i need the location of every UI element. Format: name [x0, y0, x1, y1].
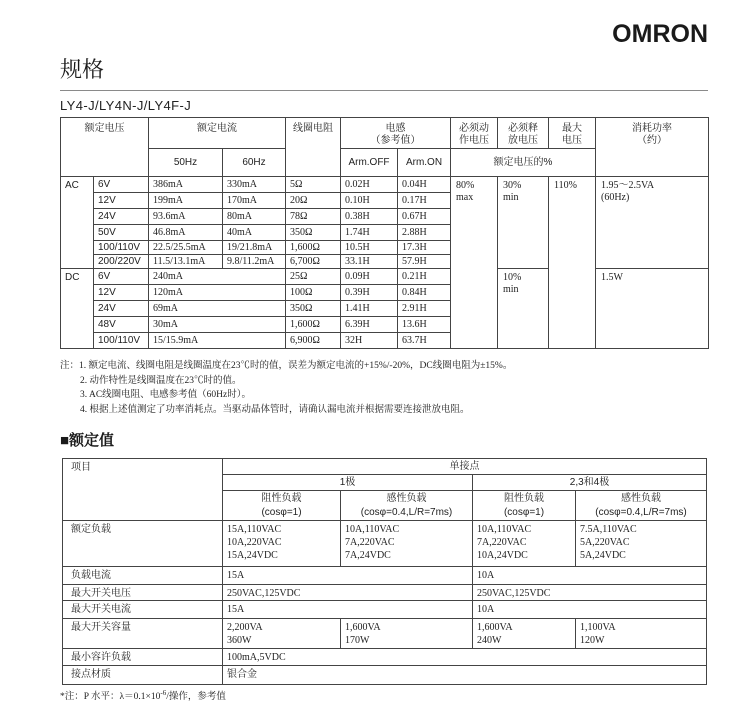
cell-inductance-off: 1.41H	[341, 301, 398, 317]
cell-inductance-off: 1.74H	[341, 225, 398, 241]
cell-inductance-on: 0.21H	[398, 269, 451, 285]
footnote-prefix: *注：P 水平：λ＝0.1×10	[60, 692, 161, 702]
cell-value	[341, 521, 473, 567]
cell-inductance-on: 2.88H	[398, 225, 451, 241]
header-line: 必须动	[459, 123, 489, 134]
cell-value	[223, 619, 341, 649]
header-arm-on: Arm.ON	[398, 149, 451, 177]
cell-inductance-off: 10.5H	[341, 241, 398, 255]
header-inductance	[341, 118, 451, 149]
row-label: 最小容许负载	[63, 649, 223, 666]
note-line: 3. AC线圈电阻、电感参考值（60Hz时）。	[80, 390, 252, 400]
cell-current-50hz: 386mA	[149, 177, 223, 193]
value-line: 120W	[580, 635, 605, 646]
cell-inductance-off: 0.39H	[341, 285, 398, 301]
cell-value	[341, 619, 473, 649]
cell-current: 69mA	[149, 301, 286, 317]
cell-value: 250VAC,125VDC	[223, 585, 473, 601]
cell-value: 15A	[223, 601, 473, 619]
cell-current-50hz: 22.5/25.5mA	[149, 241, 223, 255]
header-percent-of-rated: 额定电压的%	[451, 149, 596, 177]
cell-voltage: 100/110V	[94, 241, 149, 255]
cell-inductance-on: 0.67H	[398, 209, 451, 225]
cell-must-release-ac	[498, 177, 549, 269]
cell-value: 250VAC,125VDC	[473, 585, 707, 601]
note-line: 2. 动作特性是线圈温度在23℃时的值。	[80, 375, 242, 386]
table-row	[63, 521, 707, 567]
header-line: (cosφ=0.4,L/R=7ms)	[360, 506, 453, 518]
cell-inductance-off: 0.02H	[341, 177, 398, 193]
value-line: 5A,24VDC	[580, 550, 626, 561]
value-line: 1,600VA	[345, 622, 381, 633]
value-line: 1.95～2.5VA	[601, 180, 655, 191]
header-line: 阻性负载	[261, 492, 302, 504]
value-line: min	[503, 284, 519, 295]
value-line: 10A,110VAC	[345, 524, 400, 535]
cell-current: 15/15.9mA	[149, 333, 286, 349]
header-60hz: 60Hz	[223, 149, 286, 177]
row-label: 负载电流	[63, 567, 223, 585]
omron-logo: OMRON	[612, 20, 708, 48]
header-2-3-4-pole: 2,3和4极	[473, 475, 707, 491]
header-line: (cosφ=0.4,L/R=7ms)	[595, 506, 687, 518]
header-line: 最大	[562, 123, 582, 134]
cell-current-60hz: 330mA	[223, 177, 286, 193]
header-line: 消耗功率	[632, 123, 672, 134]
row-label: 最大开关容量	[63, 619, 223, 649]
header-coil-resistance: 线圈电阻	[286, 118, 341, 177]
value-line: 30%	[503, 180, 522, 191]
value-line: (60Hz)	[601, 192, 630, 203]
cell-current-60hz: 9.8/11.2mA	[223, 255, 286, 269]
cell-value	[576, 619, 707, 649]
title-divider	[60, 90, 708, 91]
header-inductance-line: 电感	[385, 123, 406, 134]
row-label: 额定负载	[63, 521, 223, 567]
header-max-voltage	[549, 118, 596, 149]
cell-inductance-off: 33.1H	[341, 255, 398, 269]
cell-must-release-dc	[498, 269, 549, 349]
header-item: 项目	[63, 459, 223, 521]
header-row	[61, 118, 709, 149]
header-inductive-load	[576, 491, 707, 521]
table-row	[61, 269, 709, 285]
note-line	[60, 359, 512, 374]
cell-current: 30mA	[149, 317, 286, 333]
value-line: 10A,220VAC	[227, 537, 282, 548]
value-line: 10%	[503, 272, 522, 283]
value-line: 7A,24VDC	[345, 550, 391, 561]
footnote-suffix: /操作，参考值	[166, 692, 226, 702]
value-line: 2,200VA	[227, 622, 263, 633]
cell-coil-resistance: 78Ω	[286, 209, 341, 225]
cell-coil-resistance: 350Ω	[286, 301, 341, 317]
cell-inductance-on: 17.3H	[398, 241, 451, 255]
value-line: min	[503, 192, 519, 203]
value-line: 110%	[554, 180, 577, 191]
cell-coil-resistance: 100Ω	[286, 285, 341, 301]
value-line: 10A,24VDC	[477, 550, 528, 561]
header-row	[63, 459, 707, 475]
cell-voltage: 100/110V	[94, 333, 149, 349]
cell-inductance-off: 0.09H	[341, 269, 398, 285]
cell-value	[223, 521, 341, 567]
cell-value: 银合金	[223, 666, 707, 685]
header-rated-voltage: 额定电压	[61, 118, 149, 177]
cell-value: 100mA,5VDC	[223, 649, 707, 666]
cell-current-60hz: 80mA	[223, 209, 286, 225]
cell-voltage: 50V	[94, 225, 149, 241]
footnote	[60, 690, 226, 704]
header-line: 感性负载	[621, 492, 661, 504]
value-line: 240W	[477, 635, 502, 646]
note-prefix: 注：	[60, 361, 80, 371]
table-row	[63, 649, 707, 666]
cell-current-50hz: 199mA	[149, 193, 223, 209]
dc-group-label: DC	[61, 269, 94, 349]
ac-group-label: AC	[61, 177, 94, 269]
header-resistive-load	[473, 491, 576, 521]
header-line: （约）	[637, 135, 667, 146]
value-line: 7A,220VAC	[345, 537, 395, 548]
cell-voltage: 48V	[94, 317, 149, 333]
header-resistive-load	[223, 491, 341, 521]
cell-coil-resistance: 1,600Ω	[286, 317, 341, 333]
header-inductive-load	[341, 491, 473, 521]
cell-current-60hz: 19/21.8mA	[223, 241, 286, 255]
cell-voltage: 12V	[94, 285, 149, 301]
header-1-pole: 1极	[223, 475, 473, 491]
cell-power-ac	[596, 177, 709, 269]
header-line: 放电压	[508, 135, 538, 146]
cell-inductance-on: 63.7H	[398, 333, 451, 349]
cell-voltage: 6V	[94, 269, 149, 285]
value-line: 5A,220VAC	[580, 537, 630, 548]
header-line: (cosφ=1)	[503, 506, 545, 518]
table-row	[63, 666, 707, 685]
header-line: 感性负载	[386, 492, 427, 504]
cell-voltage: 24V	[94, 301, 149, 317]
cell-current-60hz: 170mA	[223, 193, 286, 209]
cell-current-60hz: 40mA	[223, 225, 286, 241]
cell-inductance-on: 0.04H	[398, 177, 451, 193]
cell-value: 10A	[473, 567, 707, 585]
value-line: 1,600VA	[477, 622, 513, 633]
row-label: 最大开关电压	[63, 585, 223, 601]
header-line: 作电压	[459, 135, 489, 146]
header-line: (cosφ=1)	[261, 506, 302, 518]
cell-coil-resistance: 350Ω	[286, 225, 341, 241]
value-line: 7.5A,110VAC	[580, 524, 637, 535]
cell-power-dc	[596, 269, 709, 349]
cell-inductance-on: 0.84H	[398, 285, 451, 301]
coil-spec-table	[60, 117, 709, 349]
cell-current-50hz: 93.6mA	[149, 209, 223, 225]
table-row	[61, 177, 709, 193]
cell-current-50hz: 46.8mA	[149, 225, 223, 241]
header-single-contact: 单接点	[223, 459, 707, 475]
cell-inductance-on: 2.91H	[398, 301, 451, 317]
header-line: 阻性负载	[504, 492, 544, 504]
header-rated-current: 额定电流	[149, 118, 286, 149]
cell-coil-resistance: 6,900Ω	[286, 333, 341, 349]
table-row	[63, 601, 707, 619]
value-line: 15A,110VAC	[227, 524, 282, 535]
cell-current: 240mA	[149, 269, 286, 285]
note-line: 4. 根据上述值测定了功率消耗点。当驱动晶体管时，请确认漏电流并根据需要连接泄放电阻。	[80, 404, 470, 415]
cell-inductance-off: 0.38H	[341, 209, 398, 225]
ratings-heading: ■额定值	[60, 432, 115, 449]
value-line: 170W	[345, 635, 370, 646]
footnote-exponent: -6	[160, 688, 167, 697]
spec-notes	[60, 359, 512, 417]
cell-voltage: 24V	[94, 209, 149, 225]
row-label: 最大开关电流	[63, 601, 223, 619]
page-title: 规格	[60, 57, 105, 82]
header-must-operate-voltage	[451, 118, 498, 149]
cell-voltage: 12V	[94, 193, 149, 209]
value-line: 80%	[456, 180, 475, 191]
cell-inductance-off: 32H	[341, 333, 398, 349]
table-row	[63, 619, 707, 649]
cell-coil-resistance: 25Ω	[286, 269, 341, 285]
cell-inductance-on: 13.6H	[398, 317, 451, 333]
cell-coil-resistance: 6,700Ω	[286, 255, 341, 269]
value-line: 15A,24VDC	[227, 550, 278, 561]
table-row	[63, 567, 707, 585]
table-row	[63, 585, 707, 601]
header-line: 电压	[562, 135, 582, 146]
cell-coil-resistance: 5Ω	[286, 177, 341, 193]
cell-inductance-off: 6.39H	[341, 317, 398, 333]
cell-inductance-on: 57.9H	[398, 255, 451, 269]
cell-value: 15A	[223, 567, 473, 585]
cell-current: 120mA	[149, 285, 286, 301]
cell-value	[473, 619, 576, 649]
cell-voltage: 200/220V	[94, 255, 149, 269]
row-label: 接点材质	[63, 666, 223, 685]
ratings-table	[62, 458, 707, 685]
value-line: 360W	[227, 635, 252, 646]
value-line: 10A,110VAC	[477, 524, 532, 535]
model-number: LY4-J/LY4N-J/LY4F-J	[60, 98, 192, 113]
value-line: max	[456, 192, 474, 203]
header-arm-off: Arm.OFF	[341, 149, 398, 177]
cell-coil-resistance: 20Ω	[286, 193, 341, 209]
cell-value: 10A	[473, 601, 707, 619]
header-line: 必须释	[508, 123, 538, 134]
value-line: 1.5W	[601, 272, 623, 283]
value-line: 1,100VA	[580, 622, 616, 633]
cell-max-voltage	[549, 177, 596, 349]
cell-inductance-off: 0.10H	[341, 193, 398, 209]
header-power-consumption	[596, 118, 709, 177]
header-inductance-line: （参考值）	[370, 135, 421, 146]
cell-value	[576, 521, 707, 567]
value-line: 7A,220VAC	[477, 537, 527, 548]
cell-inductance-on: 0.17H	[398, 193, 451, 209]
cell-voltage: 6V	[94, 177, 149, 193]
header-must-release-voltage	[498, 118, 549, 149]
cell-coil-resistance: 1,600Ω	[286, 241, 341, 255]
note-text: 1. 额定电流、线圈电阻是线圈温度在23℃时的值，误差为额定电流的+15%/-20%，DC线圈电阻为±15%。	[79, 361, 513, 371]
cell-must-operate	[451, 177, 498, 349]
cell-value	[473, 521, 576, 567]
header-50hz: 50Hz	[149, 149, 223, 177]
cell-current-50hz: 11.5/13.1mA	[149, 255, 223, 269]
